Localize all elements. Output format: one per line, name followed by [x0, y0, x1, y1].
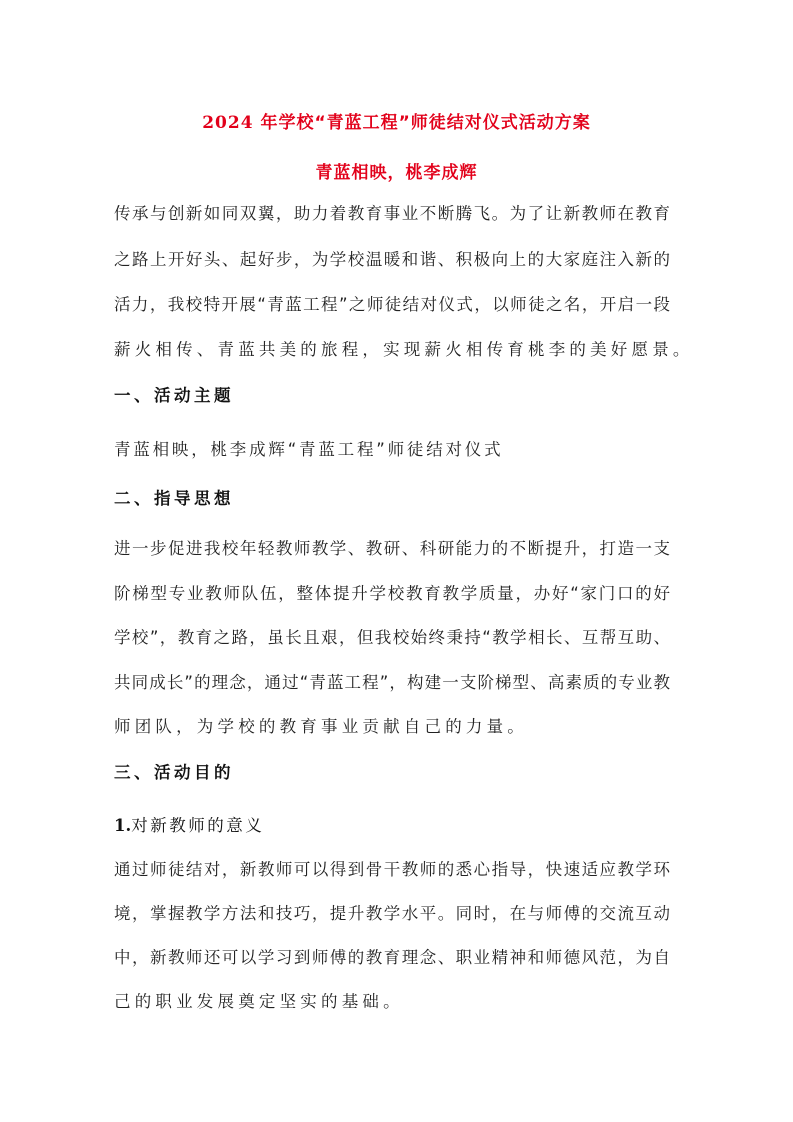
section-3-line-4: 己的职业发展奠定坚实的基础。: [114, 992, 404, 1011]
sub-heading-text: 对新教师的意义: [131, 816, 265, 835]
intro-line-1: 传承与创新如同双翼，助力着教育事业不断腾飞。为了让新教师在教育: [114, 204, 670, 223]
section-1-heading: 一、活动主题: [114, 386, 234, 405]
section-3-line-1: 通过师徒结对，新教师可以得到骨干教师的悉心指导，快速适应教学环: [114, 860, 670, 879]
title-year: 2024: [202, 113, 254, 133]
intro-line-2: 之路上开好头、起好步，为学校温暖和谐、积极向上的大家庭注入新的: [114, 250, 670, 269]
document-title: [0, 108, 793, 133]
section-3-sub-1-heading: [114, 816, 264, 836]
section-2-heading: 二、指导思想: [114, 489, 234, 508]
intro-line-4: 薪火相传、青蓝共美的旅程，实现薪火相传育桃李的美好愿景。: [114, 340, 694, 359]
section-1-content: 青蓝相映，桃李成辉“青蓝工程”师徒结对仪式: [114, 440, 504, 459]
section-2-line-5: 师团队，为学校的教育事业贡献自己的力量。: [114, 717, 528, 736]
section-3-line-3: 中，新教师还可以学习到师傅的教育理念、职业精神和师德风范，为自: [114, 948, 670, 967]
document-subtitle: 青蓝相映，桃李成辉: [315, 163, 478, 183]
intro-line-3: 活力，我校特开展“青蓝工程”之师徒结对仪式，以师徒之名，开启一段: [114, 295, 670, 314]
section-3-heading: 三、活动目的: [114, 763, 234, 782]
section-3-line-2: 境，掌握教学方法和技巧，提升教学水平。同时，在与师傅的交流互动: [114, 904, 670, 923]
title-text: 年学校“青蓝工程”师徒结对仪式活动方案: [253, 113, 591, 133]
section-2-line-1: 进一步促进我校年轻教师教学、教研、科研能力的不断提升，打造一支: [114, 539, 670, 558]
section-2-line-4: 共同成长”的理念，通过“青蓝工程”，构建一支阶梯型、高素质的专业教: [114, 673, 670, 692]
section-2-line-3: 学校”，教育之路，虽长且艰，但我校始终秉持“教学相长、互帮互助、: [114, 628, 670, 647]
section-2-line-2: 阶梯型专业教师队伍，整体提升学校教育教学质量，办好“家门口的好: [114, 584, 670, 603]
sub-heading-number: 1.: [114, 816, 132, 835]
